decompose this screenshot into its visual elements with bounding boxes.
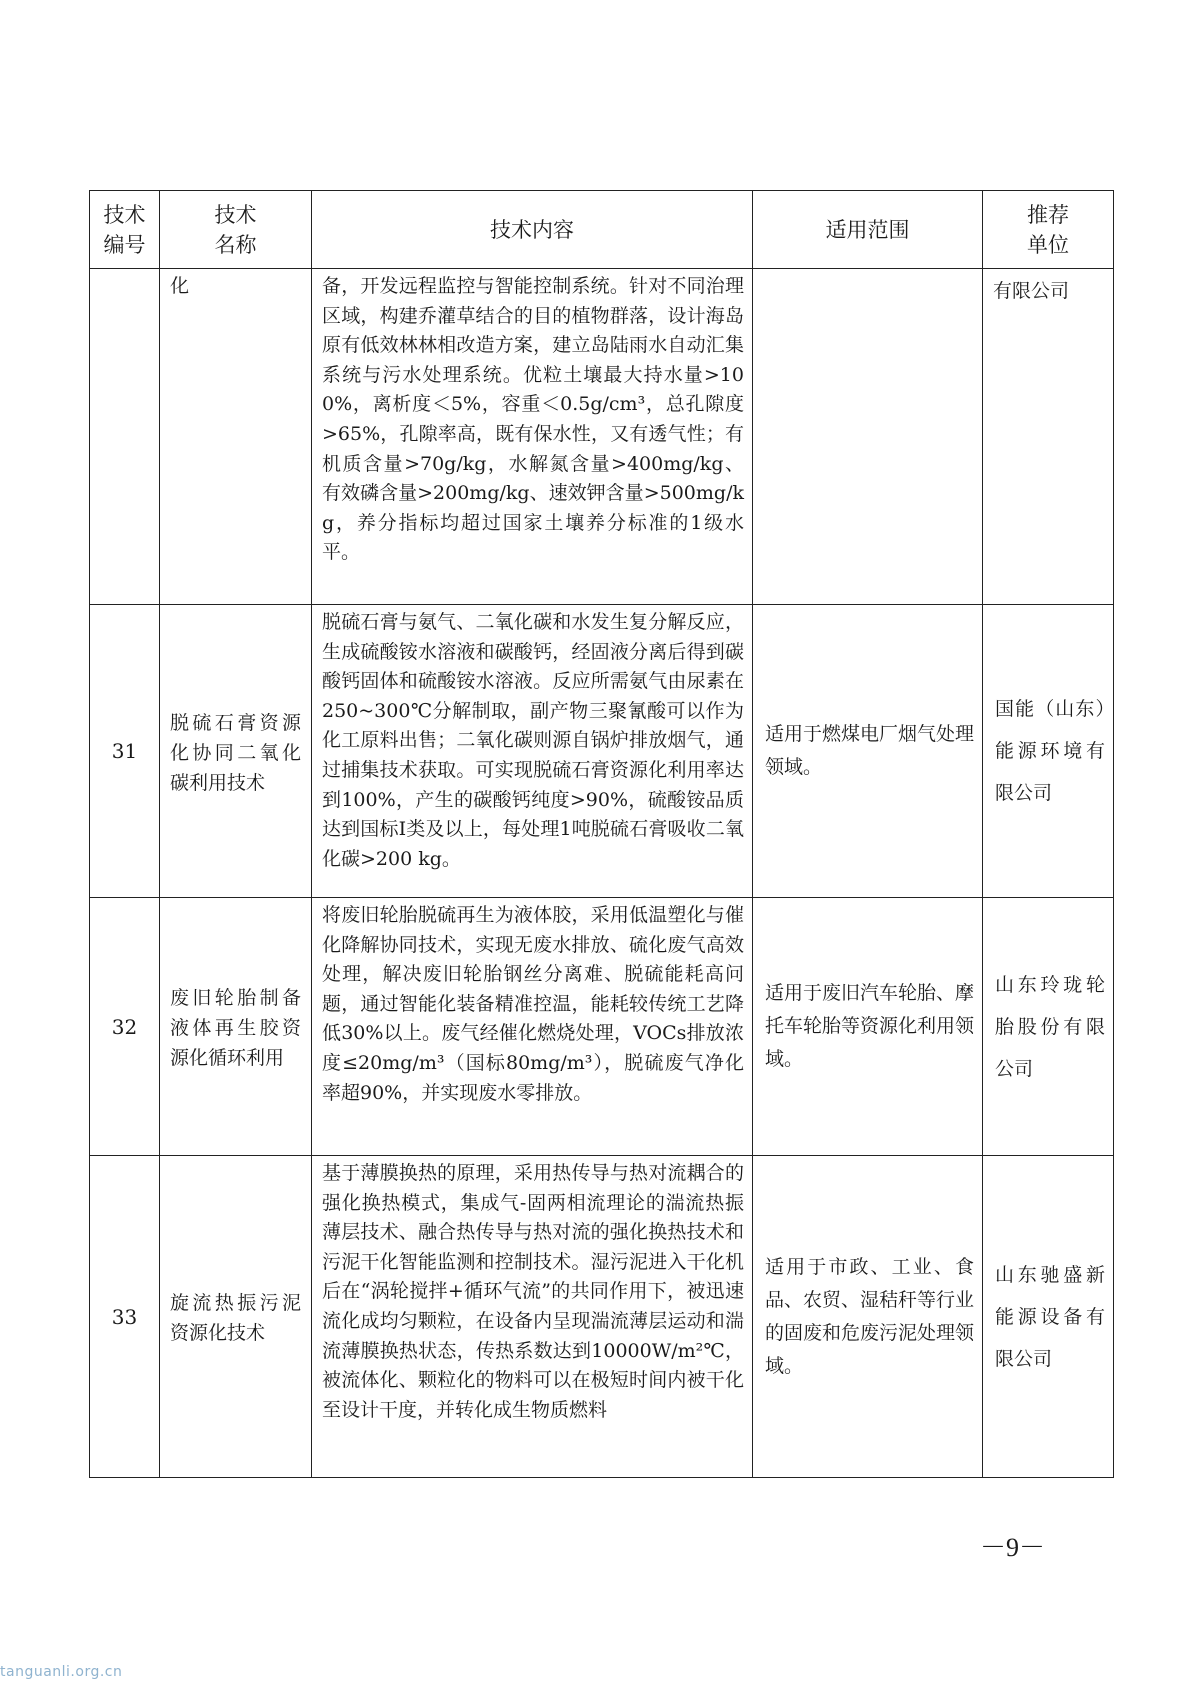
row-content-cell	[312, 269, 753, 605]
row-content-cell	[312, 605, 753, 898]
row-unit: 国能（山东）能源环境有限公司	[995, 698, 1105, 804]
header-scope: 适用范围	[753, 191, 983, 269]
row-unit-cell	[983, 605, 1114, 898]
row-content: 将废旧轮胎脱硫再生为液体胶，采用低温塑化与催化降解协同技术，实现无废水排放、硫化废气高效处理，解决废旧轮胎钢丝分离难、脱硫能耗高问题，通过智能化装备精准控温，能耗较传统工艺降低30%以上。废气经催化燃烧处理，VOCs排放浓度≤20mg/m³（国标80mg/m³），脱硫废气净化率超90%，并实现废水零排放。	[322, 904, 744, 1104]
row-unit: 山东驰盛新能源设备有限公司	[995, 1263, 1105, 1370]
row-scope: 适用于燃煤电厂烟气处理领域。	[765, 723, 975, 778]
technology-table	[89, 190, 1114, 1478]
row-content: 基于薄膜换热的原理，采用热传导与热对流耦合的强化换热模式，集成气-固两相流理论的湍流热振薄层技术、融合热传导与热对流的强化换热技术和污泥干化智能监测和控制技术。湿污泥进入干化机后在“涡轮搅拌+循环气流”的共同作用下，被迅速流化成均匀颗粒，在设备内呈现湍流薄层运动和湍流薄膜换热状态，传热系数达到10000W/m²℃，被流体化、颗粒化的物料可以在极短时间内被干化至设计干度，并转化成生物质燃料	[322, 1162, 744, 1421]
row-unit: 有限公司	[993, 280, 1070, 302]
row-content: 备，开发远程监控与智能控制系统。针对不同治理区域，构建乔灌草结合的目的植物群落，设计海岛原有低效林林相改造方案，建立岛陆雨水自动汇集系统与污水处理系统。优粒土壤最大持水量>100%，离析度＜5%，容重＜0.5g/cm³，总孔隙度>65%，孔隙率高，既有保水性，又有透气性；有机质含量>70g/kg，水解氮含量>400mg/kg、有效磷含量>200mg/kg、速效钾含量>500mg/kg，养分指标均超过国家土壤养分标准的1级水平。	[322, 275, 744, 564]
row-content-cell	[312, 1156, 753, 1478]
header-tech-no: 技术 编号	[90, 191, 160, 269]
table-header-row	[90, 191, 1114, 269]
row-unit-cell	[983, 898, 1114, 1156]
row-name: 旋流热振污泥资源化技术	[170, 1292, 301, 1344]
row-unit-cell	[983, 269, 1114, 605]
row-scope-cell	[753, 605, 983, 898]
row-name: 脱硫石膏资源化协同二氧化碳利用技术	[170, 711, 301, 794]
row-unit: 山东玲珑轮胎股份有限公司	[995, 973, 1105, 1080]
row-unit-cell	[983, 1156, 1114, 1478]
row-scope: 适用于市政、工业、食品、农贸、湿秸秆等行业的固废和危废污泥处理领域。	[765, 1255, 975, 1377]
row-number: 33	[90, 1156, 160, 1478]
row-name-cell	[160, 605, 312, 898]
page-number: －9－	[980, 1533, 1046, 1562]
site-watermark: tanguanli.org.cn	[0, 1664, 123, 1680]
row-content: 脱硫石膏与氨气、二氧化碳和水发生复分解反应，生成硫酸铵水溶液和碳酸钙，经固液分离后得到碳酸钙固体和硫酸铵水溶液。反应所需氨气由尿素在250~300℃分解制取，副产物三聚氰酸可以作为化工原料出售；二氧化碳则源自锅炉排放烟气，通过捕集技术获取。可实现脱硫石膏资源化利用率达到100%，产生的碳酸钙纯度>90%，硫酸铵品质达到国标I类及以上，每处理1吨脱硫石膏吸收二氧化碳>200 kg。	[322, 611, 744, 870]
row-scope-cell	[753, 898, 983, 1156]
header-tech-content: 技术内容	[312, 191, 753, 269]
table-row	[90, 269, 1114, 605]
row-name-cell	[160, 269, 312, 605]
row-name-cell	[160, 1156, 312, 1478]
row-scope-cell	[753, 1156, 983, 1478]
row-number	[90, 269, 160, 605]
row-scope: 适用于废旧汽车轮胎、摩托车轮胎等资源化利用领域。	[765, 982, 975, 1070]
row-scope-cell	[753, 269, 983, 605]
table-row	[90, 605, 1114, 898]
table-row	[90, 1156, 1114, 1478]
header-recommending-unit: 推荐 单位	[983, 191, 1114, 269]
row-name: 化	[170, 275, 190, 297]
row-number: 32	[90, 898, 160, 1156]
row-number: 31	[90, 605, 160, 898]
row-scope	[753, 269, 982, 272]
header-tech-name: 技术 名称	[160, 191, 312, 269]
row-name: 废旧轮胎制备液体再生胶资源化循环利用	[170, 987, 301, 1069]
row-name-cell	[160, 898, 312, 1156]
table-row	[90, 898, 1114, 1156]
row-content-cell	[312, 898, 753, 1156]
